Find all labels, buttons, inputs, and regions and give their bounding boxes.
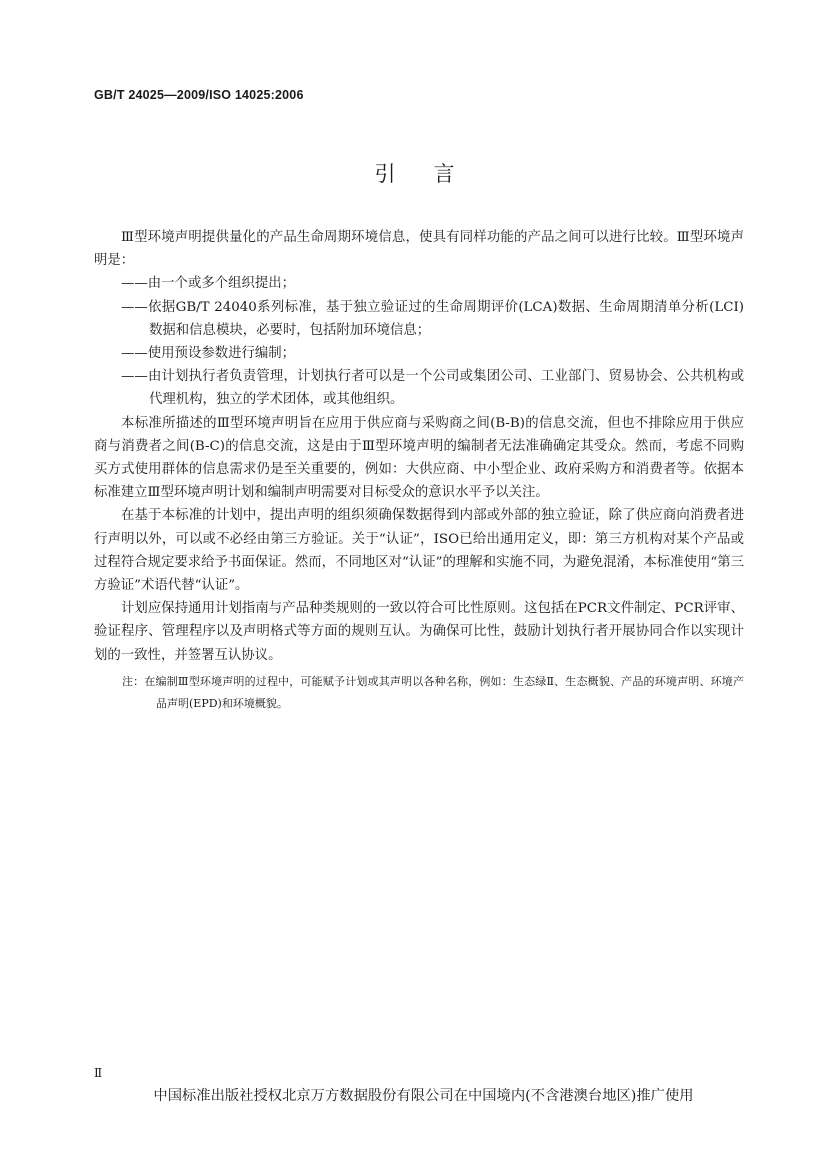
list-item: ——由计划执行者负责管理，计划执行者可以是一个公司或集团公司、工业部门、贸易协会、公共机构或代理机构，独立的学术团体，或其他组织。 — [121, 369, 744, 408]
body-paragraph: 在基于本标准的计划中，提出声明的组织须确保数据得到内部或外部的独立验证，除了供应商向消费者进行声明以外，可以或不必经由第三方验证。关于“认证”，ISO已给出通用定义，即：第三方机构对某个产品或过程符合规定要求给予书面保证。然而，不同地区对“认证”的理解和实施不同，为避免混淆，本标准使用“第三方验证”术语代替“认证”。 — [94, 508, 744, 594]
body-paragraph: 计划应保持通用计划指南与产品种类规则的一致以符合可比性原则。这包括在PCR文件制定、PCR评审、验证程序、管理程序以及声明格式等方面的规则互认。为确保可比性，鼓励计划执行者开展协同合作以实现计划的一致性，并签署互认协议。 — [94, 601, 744, 663]
footer-license: 中国标准出版社授权北京万方数据股份有限公司在中国境内(不含港澳台地区)推广使用 — [153, 1088, 694, 1104]
intro-paragraph: Ⅲ型环境声明提供量化的产品生命周期环境信息，使具有同样功能的产品之间可以进行比较。Ⅲ型环境声明是： — [94, 230, 744, 269]
list-item: ——依据GB/T 24040系列标准，基于独立验证过的生命周期评价(LCA)数据、生命周期清单分析(LCI)数据和信息模块，必要时，包括附加环境信息； — [121, 299, 744, 338]
list-item: ——使用预设参数进行编制； — [121, 346, 296, 362]
document-body — [94, 226, 744, 715]
list-item: ——由一个或多个组织提出； — [121, 276, 296, 292]
page-number: Ⅱ — [94, 1066, 103, 1080]
body-paragraph: 本标准所描述的Ⅲ型环境声明旨在应用于供应商与采购商之间(B-B)的信息交流，但也不排除应用于供应商与消费者之间(B-C)的信息交流，这是由于Ⅲ型环境声明的编制者无法准确确定其受众。然而，考虑不同购买方式使用群体的信息需求仍是至关重要的，例如：大供应商、中小型企业、政府采购方和消费者等。依据本标准建立Ⅲ型环境声明计划和编制声明需要对目标受众的意识水平予以关注。 — [94, 415, 744, 501]
page-title: 引言 — [374, 162, 493, 186]
standard-id-header: GB/T 24025—2009/ISO 14025:2006 — [94, 88, 304, 102]
note: 注：在编制Ⅲ型环境声明的过程中，可能赋予计划或其声明以各种名称，例如：生态绿Ⅱ、生态概貌、产品的环境声明、环境产品声明(EPD)和环境概貌。 — [122, 674, 744, 710]
